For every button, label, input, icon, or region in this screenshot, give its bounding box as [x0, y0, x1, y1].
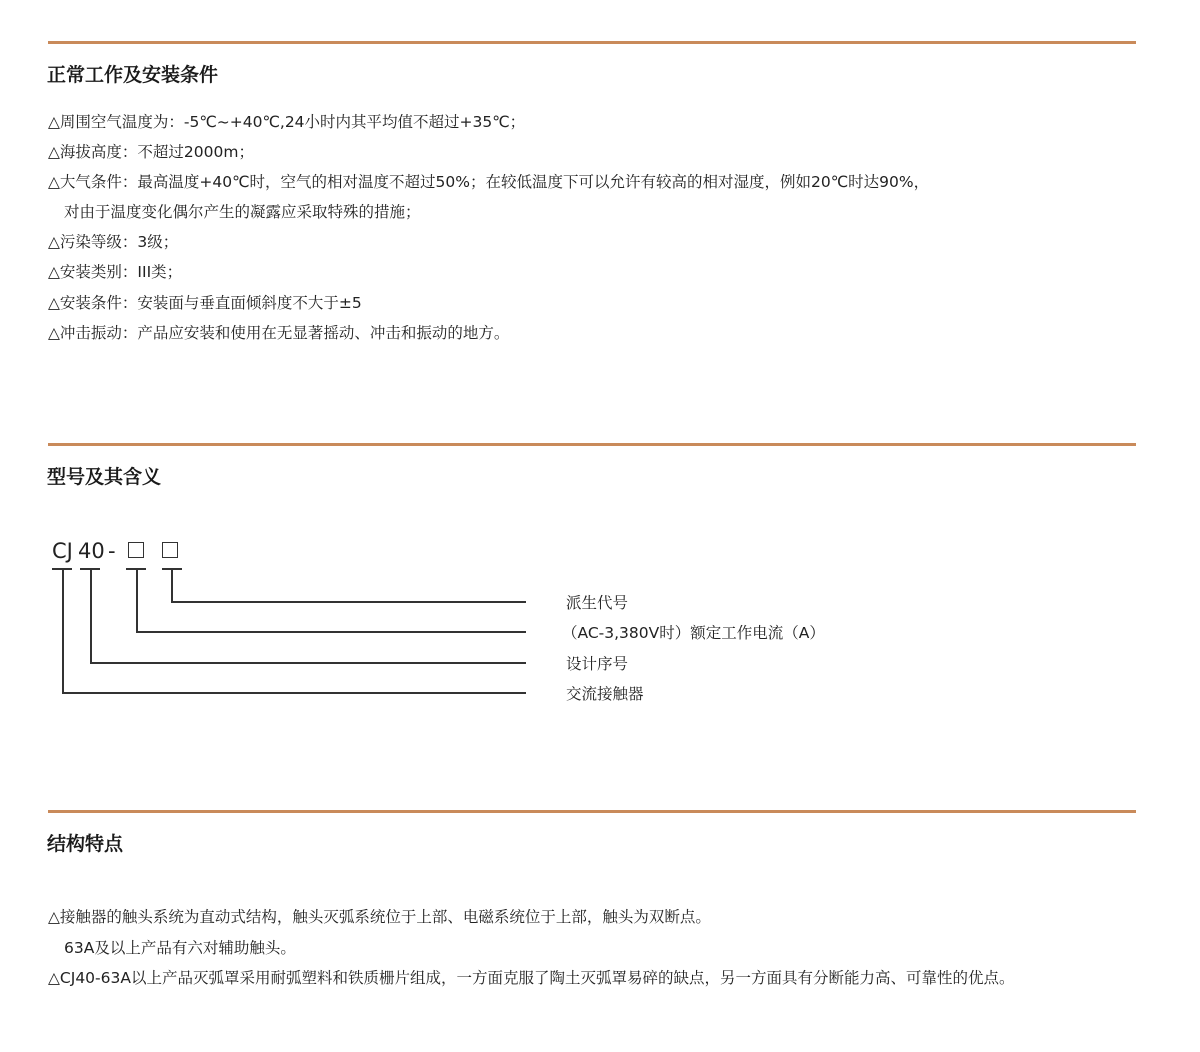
condition-atmosphere: △大气条件：最高温度+40℃时，空气的相对温度不超过50%；在较低温度下可以允许有较高的相对湿度，例如20℃时达90%，: [48, 173, 930, 191]
condition-altitude: △海拔高度：不超过2000m；: [48, 143, 254, 161]
connector-type-v: [62, 568, 64, 693]
connector-current-h: [136, 631, 526, 633]
connector-derivative-v: [171, 568, 173, 602]
condition-vibration: △冲击振动：产品应安装和使用在无显著摇动、冲击和振动的地方。: [48, 324, 510, 342]
section-title-structure: 结构特点: [47, 833, 124, 855]
connector-design-h: [90, 662, 526, 664]
structure-auxiliary-contacts: 63A及以上产品有六对辅助触头。: [64, 939, 296, 957]
structure-contact-system: △接触器的触头系统为直动式结构，触头灭弧系统位于上部、电磁系统位于上部，触头为双断点。: [48, 908, 711, 926]
condition-atmosphere-cont: 对由于温度变化偶尔产生的凝露应采取特殊的措施；: [64, 203, 421, 221]
code-dash: -: [108, 539, 116, 563]
legend-contactor: 交流接触器: [566, 685, 644, 703]
connector-current-v: [136, 568, 138, 632]
condition-install: △安装条件：安装面与垂直面倾斜度不大于±5: [48, 294, 362, 312]
connector-design-v: [90, 568, 92, 663]
legend-design-number: 设计序号: [566, 655, 629, 673]
connector-type-h: [62, 692, 526, 694]
legend-rated-current: （AC-3,380V时）额定工作电流（A）: [562, 624, 825, 642]
structure-arc-chute: △CJ40-63A以上产品灭弧罩采用耐弧塑料和铁质栅片组成，一方面克服了陶土灭弧罩易碎的缺点，另一方面具有分断能力高、可靠性的优点。: [48, 969, 1015, 987]
code-number: 40: [78, 539, 105, 563]
code-prefix: CJ: [52, 539, 73, 563]
section-title-model: 型号及其含义: [47, 466, 162, 488]
condition-pollution: △污染等级：3级；: [48, 233, 179, 251]
condition-temperature: △周围空气温度为：-5℃~+40℃,24小时内其平均值不超过+35℃；: [48, 113, 526, 131]
connector-derivative-h: [171, 601, 526, 603]
code-current-box: [128, 542, 144, 558]
section-divider: [48, 41, 1136, 44]
condition-install-category: △安装类别：III类；: [48, 263, 183, 281]
section-divider: [48, 443, 1136, 446]
section-divider: [48, 810, 1136, 813]
section-title-conditions: 正常工作及安装条件: [47, 64, 219, 86]
code-derivative-box: [162, 542, 178, 558]
legend-derivative: 派生代号: [566, 594, 629, 612]
